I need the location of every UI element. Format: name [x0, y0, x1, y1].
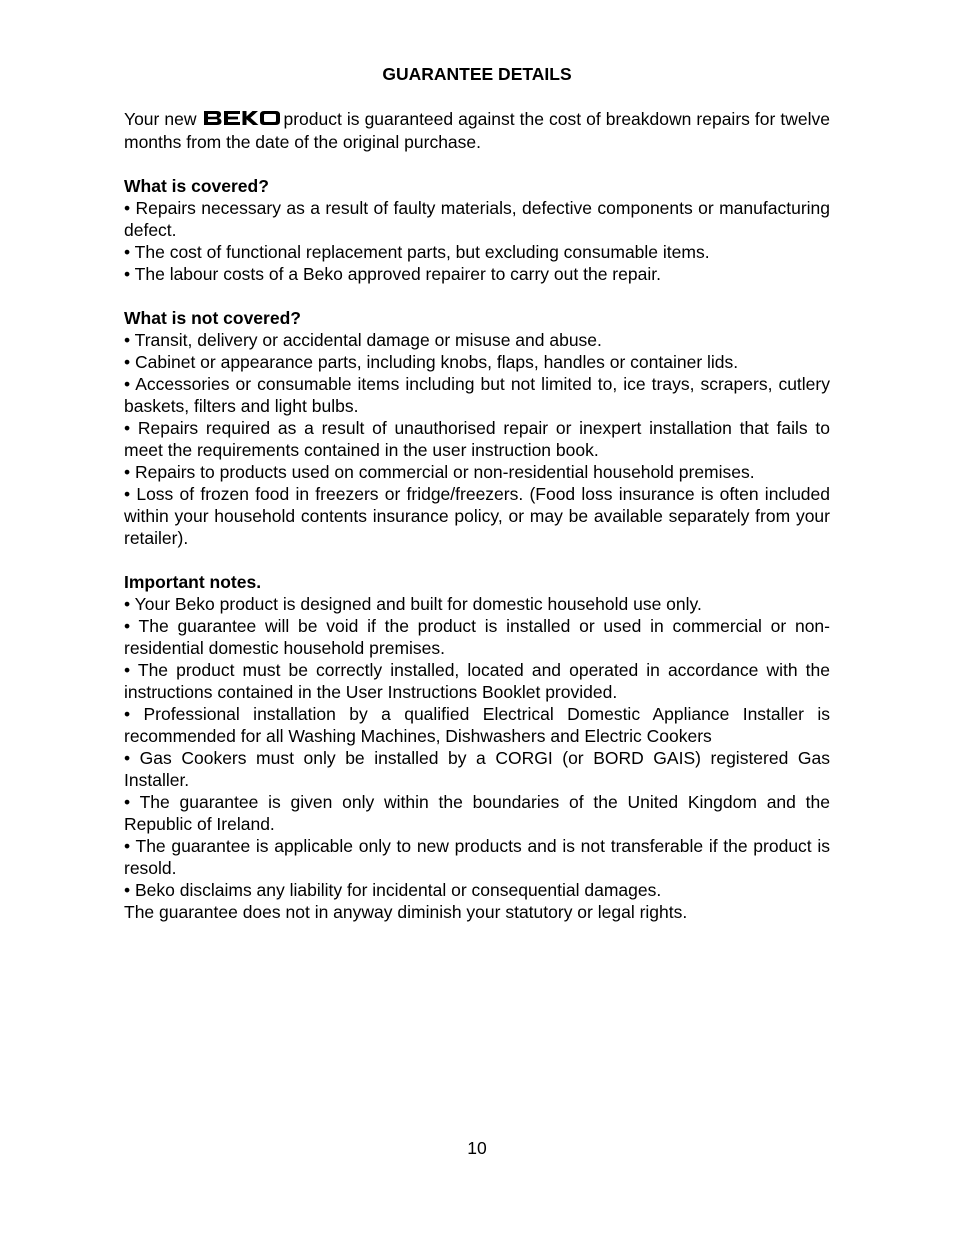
beko-logo-graphic	[203, 110, 281, 126]
intro-text-before-logo: Your new	[124, 109, 197, 129]
not-covered-item: • Transit, delivery or accidental damage or misuse and abuse.	[124, 330, 602, 350]
not-covered-item: • Cabinet or appearance parts, including knobs, flaps, handles or container lids.	[124, 352, 739, 372]
important-note-item: • Beko disclaims any liability for incidental or consequential damages.	[124, 880, 662, 900]
section-spacer	[124, 153, 830, 175]
section-spacer	[124, 549, 830, 571]
important-note-item: • Gas Cookers must only be installed by a CORGI (or BORD GAIS) registered Gas Installer.	[124, 748, 830, 790]
not-covered-item: • Repairs required as a result of unauthorised repair or inexpert installation that fails to meet the requirements contained in the user instruction book.	[124, 418, 830, 460]
section-spacer	[124, 285, 830, 307]
intro-paragraph	[124, 108, 830, 153]
beko-logo	[203, 109, 281, 131]
important-notes-heading: Important notes.	[124, 572, 262, 592]
not-covered-item: • Loss of frozen food in freezers or fridge/freezers. (Food loss insurance is often included within your household contents insurance policy, or may be available separately from your retailer).	[124, 484, 830, 548]
page-number: 10	[467, 1138, 487, 1158]
not-covered-item: • Accessories or consumable items including but not limited to, ice trays, scrapers, cutlery baskets, filters and light bulbs.	[124, 374, 830, 416]
important-note-item: • The guarantee will be void if the product is installed or used in commercial or non-residential domestic household premises.	[124, 616, 830, 658]
not-covered-item: • Repairs to products used on commercial or non-residential household premises.	[124, 462, 755, 482]
important-note-item: • Your Beko product is designed and built for domestic household use only.	[124, 594, 702, 614]
covered-heading: What is covered?	[124, 176, 269, 196]
important-note-item: • The guarantee is given only within the boundaries of the United Kingdom and the Republic of Ireland.	[124, 792, 830, 834]
intro-text-after-logo: product is guaranteed against the cost of breakdown repairs for twelve months from the date of the original purchase.	[124, 109, 830, 152]
important-note-item: • The guarantee is applicable only to new products and is not transferable if the product is resold.	[124, 836, 830, 878]
covered-item: • The cost of functional replacement parts, but excluding consumable items.	[124, 242, 710, 262]
not-covered-heading: What is not covered?	[124, 308, 301, 328]
covered-item: • The labour costs of a Beko approved repairer to carry out the repair.	[124, 264, 661, 284]
statutory-rights-statement: The guarantee does not in anyway diminish your statutory or legal rights.	[124, 902, 688, 922]
important-note-item: • The product must be correctly installed, located and operated in accordance with the instructions contained in the User Instructions Booklet provided.	[124, 660, 830, 702]
guarantee-body	[124, 108, 830, 923]
page-title: GUARANTEE DETAILS	[382, 64, 572, 84]
important-note-item: • Professional installation by a qualified Electrical Domestic Appliance Installer is recommended for all Washing Machines, Dishwashers and Electric Cookers	[124, 704, 830, 746]
covered-item: • Repairs necessary as a result of faulty materials, defective components or manufacturing defect.	[124, 198, 830, 240]
